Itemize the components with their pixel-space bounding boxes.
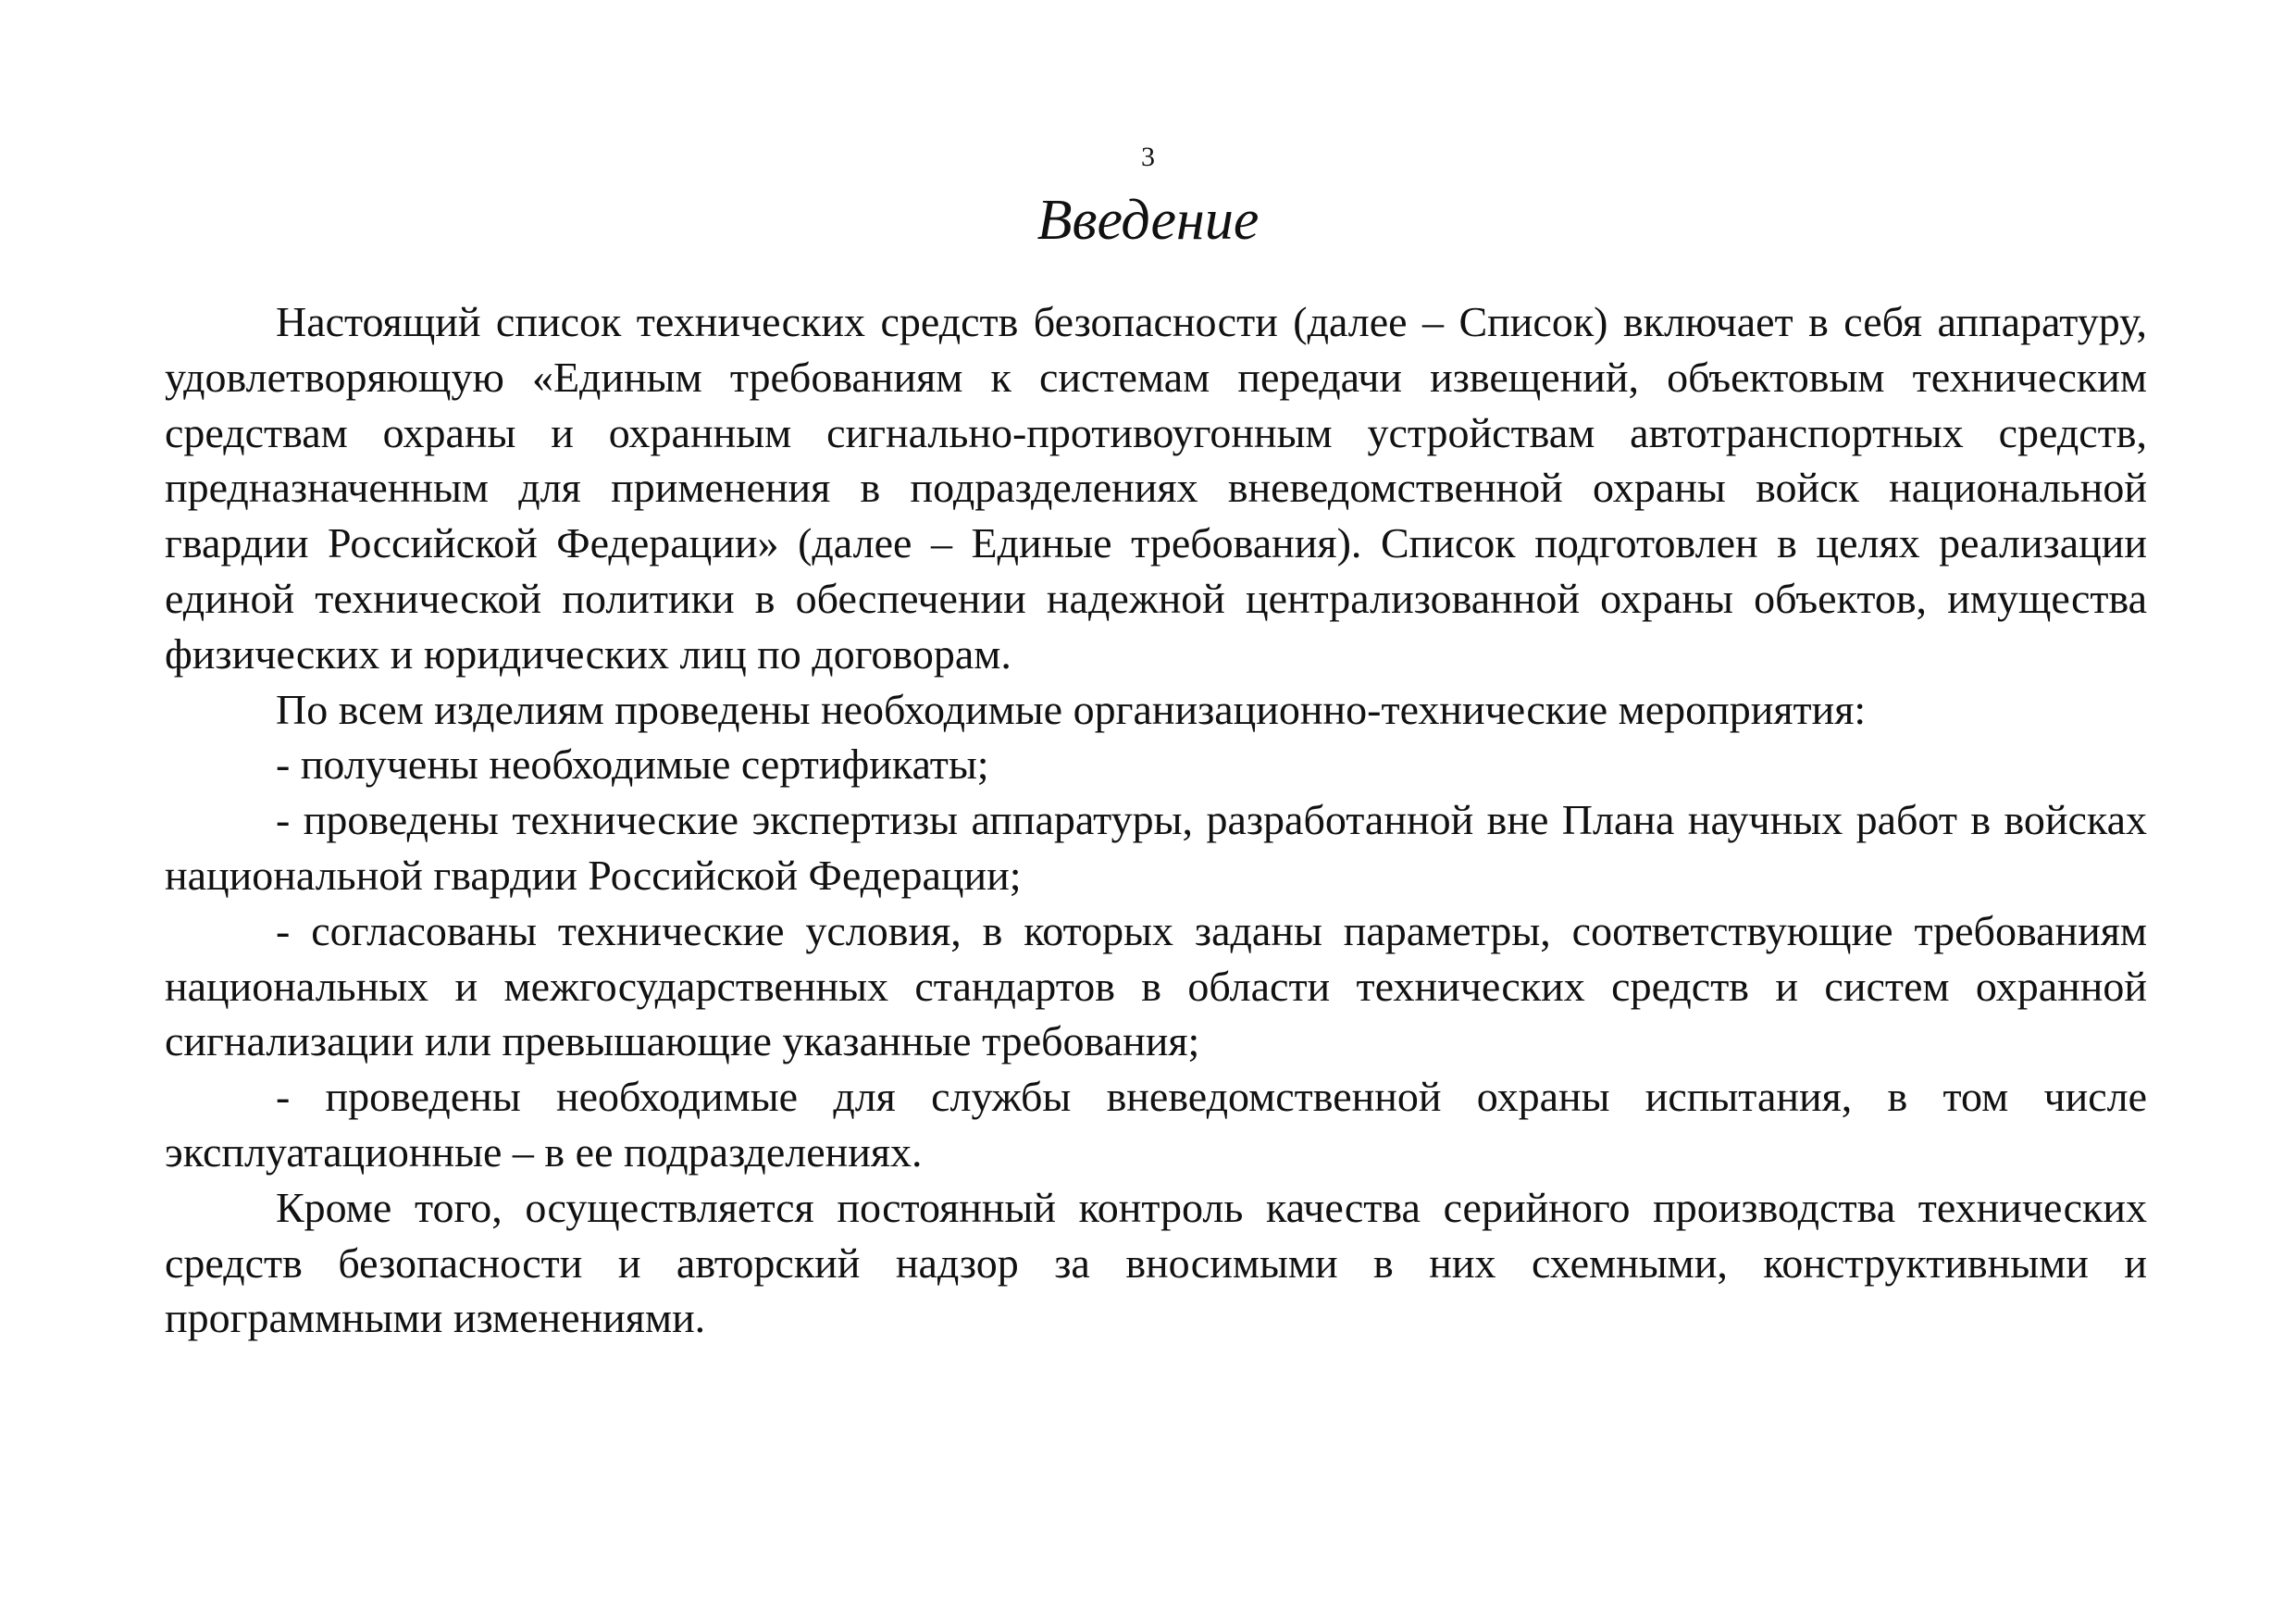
list-item-specifications: - согласованы технические условия, в которых заданы параметры, соответствующие требованиям национальных и межгосударственных стандартов в области технических средств и систем охранной сигнализации или превышающие указанные требования; [165, 906, 2147, 1065]
list-item-expertise: - проведены технические экспертизы аппаратуры, разработанной вне Плана научных работ в войсках национальной гвардии Российской Федерации; [165, 796, 2147, 899]
list-item-tests: - проведены необходимые для службы вневедомственной охраны испытания, в том числе эксплуатационные – в ее подразделениях. [165, 1073, 2147, 1176]
document-body [165, 294, 2147, 1346]
paragraph-intro: Настоящий список технических средств безопасности (далее – Список) включает в себя аппаратуру, удовлетворяющую «Единым требованиям к системам передачи извещений, объектовым техническим средствам охраны и охранным сигнально-противоугонным устройствам автотранспортных средств, предназначенным для применения в подразделениях вневедомственной охраны войск национальной гвардии Российской Федерации» (далее – Единые требования). Список подготовлен в целях реализации единой технической политики в обеспечении надежной централизованной охраны объектов, имущества физических и юридических лиц по договорам. [165, 298, 2147, 678]
paragraph-measures: По всем изделиям проведены необходимые организационно-технические мероприятия: [276, 685, 1867, 733]
section-title: Введение [1036, 189, 1260, 252]
paragraph-quality-control: Кроме того, осуществляется постоянный контроль качества серийного производства технических средств безопасности и авторский надзор за вносимыми в них схемными, конструктивными и программными изменениями. [165, 1183, 2147, 1342]
page-number: 3 [1141, 142, 1155, 172]
list-item-certificates: - получены необходимые сертификаты; [276, 741, 989, 789]
